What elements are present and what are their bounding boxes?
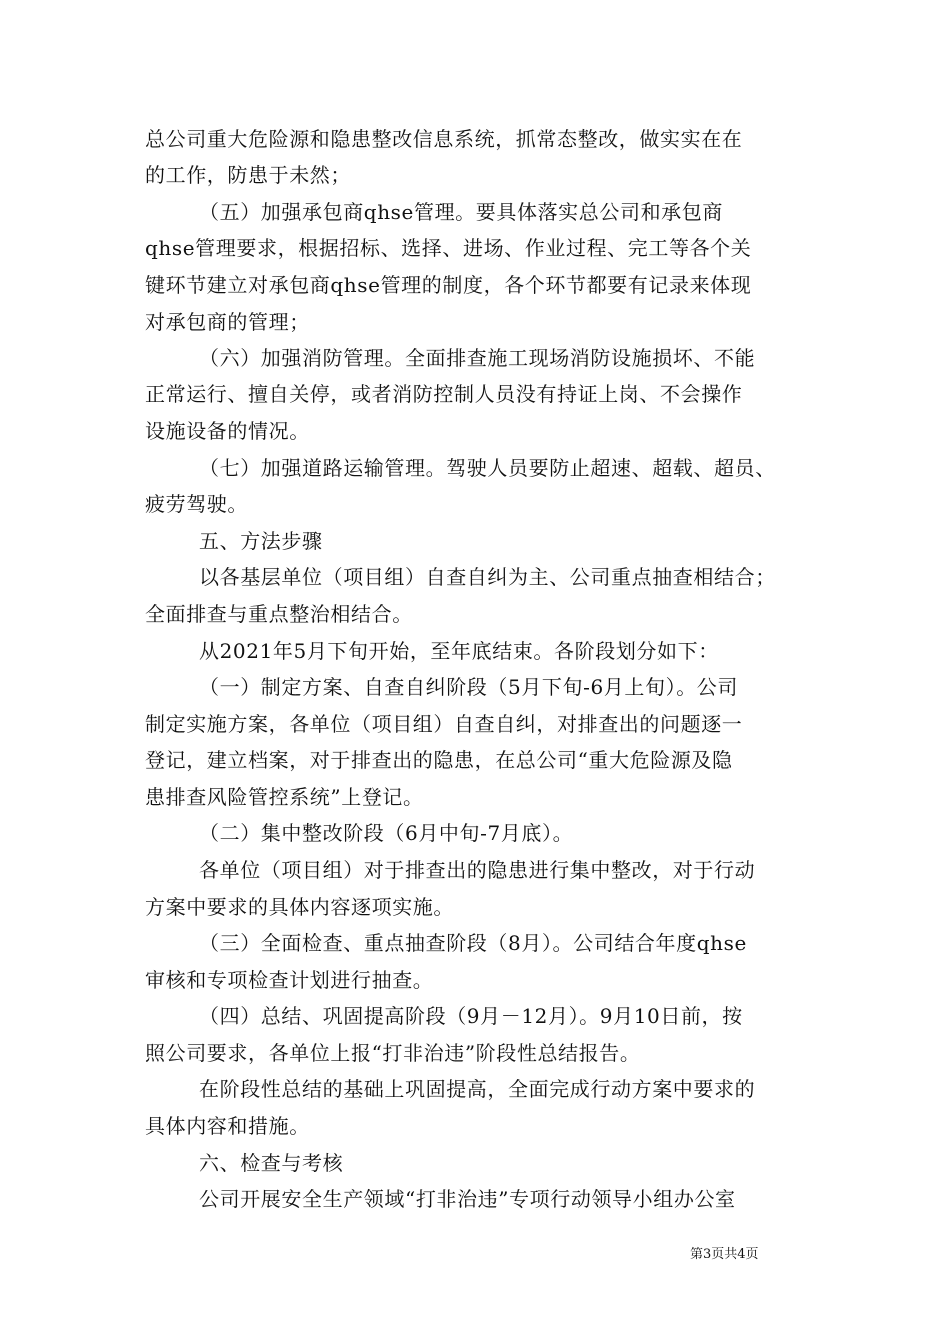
text-line: 各单位（项目组）对于排查出的隐患进行集中整改，对于行动 xyxy=(199,858,756,882)
text-line: 以各基层单位（项目组）自查自纠为主、公司重点抽查相结合； xyxy=(199,565,776,589)
text-line: 疲劳驾驶。 xyxy=(145,492,248,516)
text-line: 的工作，防患于未然； xyxy=(145,163,351,187)
text-line: 全面排查与重点整治相结合。 xyxy=(145,602,413,626)
text-line: 具体内容和措施。 xyxy=(145,1114,310,1138)
text-line: 照公司要求，各单位上报“打非治违”阶段性总结报告。 xyxy=(145,1041,641,1065)
section-heading: 五、方法步骤 xyxy=(199,529,323,553)
page-number: 第3页共4页 xyxy=(690,1247,759,1262)
text-line: 设施设备的情况。 xyxy=(145,419,310,443)
text-line: （七）加强道路运输管理。驾驶人员要防止超速、超载、超员、 xyxy=(199,456,776,480)
text-line: （六）加强消防管理。全面排查施工现场消防设施损坏、不能 xyxy=(199,346,756,370)
section-heading: 六、检查与考核 xyxy=(199,1151,344,1175)
text-line: 方案中要求的具体内容逐项实施。 xyxy=(145,895,454,919)
text-line: 审核和专项检查计划进行抽查。 xyxy=(145,968,434,992)
text-line: 在阶段性总结的基础上巩固提高，全面完成行动方案中要求的 xyxy=(199,1077,756,1101)
text-line: （二）集中整改阶段（6月中旬-7月底）。 xyxy=(199,821,574,845)
text-line: 患排查风险管控系统”上登记。 xyxy=(145,785,424,809)
text-line: 总公司重大危险源和隐患整改信息系统，抓常态整改，做实实在在 xyxy=(145,127,743,151)
text-line: 登记，建立档案，对于排查出的隐患，在总公司“重大危险源及隐 xyxy=(145,748,733,772)
text-line: （四）总结、巩固提高阶段（9月－12月）。9月10日前，按 xyxy=(199,1004,743,1028)
text-line: 对承包商的管理； xyxy=(145,310,310,334)
text-line: 从2021年5月下旬开始，至年底结束。各阶段划分如下： xyxy=(199,639,719,663)
text-line: （三）全面检查、重点抽查阶段（8月）。公司结合年度qhse xyxy=(199,931,747,955)
text-line: 公司开展安全生产领域“打非治违”专项行动领导小组办公室 xyxy=(199,1187,736,1211)
text-line: 制定实施方案，各单位（项目组）自查自纠，对排查出的问题逐一 xyxy=(145,712,743,736)
text-line: （五）加强承包商qhse管理。要具体落实总公司和承包商 xyxy=(199,200,723,224)
text-line: 键环节建立对承包商qhse管理的制度，各个环节都要有记录来体现 xyxy=(145,273,752,297)
text-line: qhse管理要求，根据招标、选择、进场、作业过程、完工等各个关 xyxy=(145,236,752,260)
text-line: （一）制定方案、自查自纠阶段（5月下旬-6月上旬）。公司 xyxy=(199,675,739,699)
text-line: 正常运行、擅自关停，或者消防控制人员没有持证上岗、不会操作 xyxy=(145,382,743,406)
